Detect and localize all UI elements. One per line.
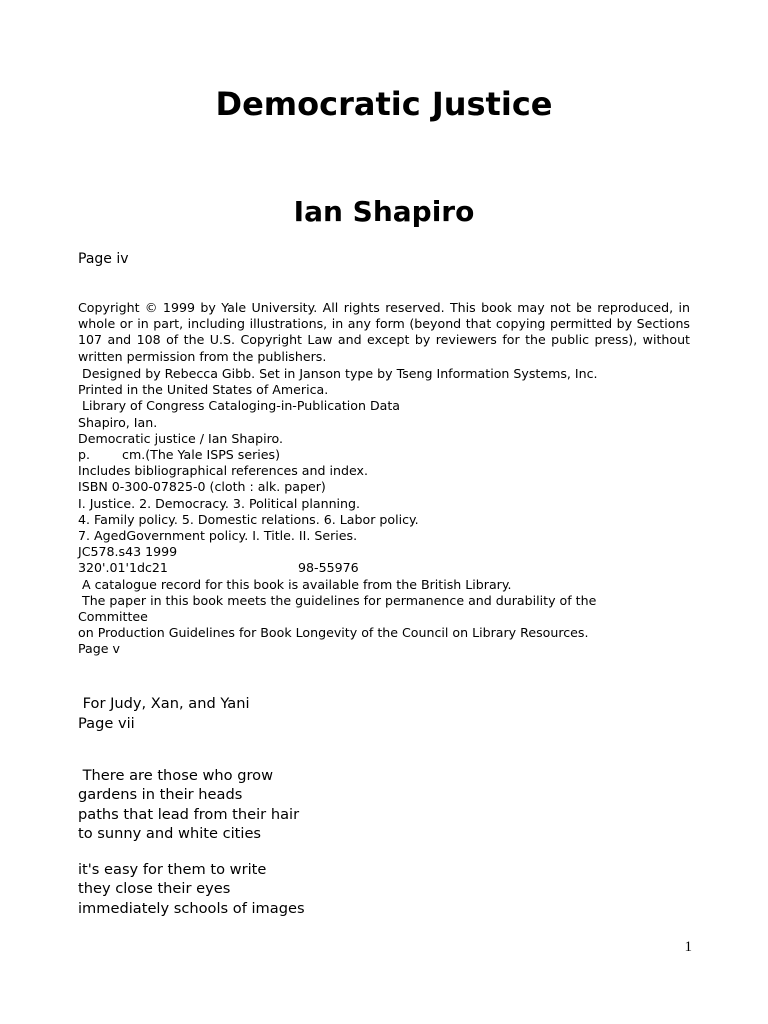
- lccn-number: 98-55976: [298, 560, 359, 576]
- poem-stanza-2: [78, 860, 698, 918]
- poem-line: they close their eyes: [78, 880, 231, 898]
- colophon-line: Includes bibliographical references and index.: [78, 463, 368, 479]
- page-number: 1: [684, 939, 692, 955]
- colophon-line: Printed in the United States of America.: [78, 382, 329, 398]
- copyright-paragraph: Copyright © 1999 by Yale University. All rights reserved. This book may not be reproduced, in whole or in part, including illustrations, in any form (beyond that copying permitted by Sections 107 and 108 of the U.S. Copyright Law and except by reviewers for the public press), without written permission from the publishers.: [78, 300, 690, 364]
- closing-line: on Production Guidelines for Book Longevity of the Council on Library Resources.: [78, 625, 589, 641]
- poem-line: paths that lead from their hair: [78, 805, 300, 823]
- closing-line: Committee: [78, 609, 148, 625]
- colophon-line: Democratic justice / Ian Shapiro.: [78, 430, 283, 446]
- page-label-iv: Page iv: [78, 251, 129, 267]
- poem-line: to sunny and white cities: [78, 825, 262, 843]
- poem-line: gardens in their heads: [78, 786, 243, 804]
- colophon-line: 4. Family policy. 5. Domestic relations. 6. Labor policy.: [78, 511, 419, 527]
- colophon-line: I. Justice. 2. Democracy. 3. Political planning.: [78, 495, 361, 511]
- page-label-v: Page v: [78, 641, 120, 657]
- poem-line: it's easy for them to write: [78, 861, 267, 878]
- dedication-block: [78, 694, 250, 734]
- dedication-text: For Judy, Xan, and Yani: [78, 695, 250, 712]
- colophon-line: Library of Congress Cataloging-in-Publication Data: [78, 398, 401, 414]
- colophon-line: JC578.s43 1999: [78, 544, 178, 560]
- colophon-line: p. cm.(The Yale ISPS series): [78, 447, 280, 463]
- colophon-line: Designed by Rebecca Gibb. Set in Janson type by Tseng Information Systems, Inc.: [78, 366, 598, 381]
- colophon-block: [78, 366, 698, 658]
- poem-line: immediately schools of images: [78, 899, 305, 917]
- closing-line: The paper in this book meets the guidelines for permanence and durability of the: [78, 592, 597, 608]
- closing-line: A catalogue record for this book is available from the British Library.: [78, 576, 512, 592]
- poem-line: There are those who grow: [78, 767, 273, 784]
- page-label-vii: Page vii: [78, 715, 135, 732]
- lccn-row: [78, 560, 698, 576]
- book-author: Ian Shapiro: [293, 195, 475, 228]
- colophon-line: Shapiro, Ian.: [78, 414, 158, 430]
- colophon-line: ISBN 0-300-07825-0 (cloth : alk. paper): [78, 479, 326, 495]
- book-title: Democratic Justice: [215, 85, 553, 123]
- dewey-number: 320'.01'1dc21: [78, 560, 168, 576]
- poem-stanza-1: [78, 766, 698, 844]
- colophon-line: 7. AgedGovernment policy. I. Title. II. Series.: [78, 528, 358, 544]
